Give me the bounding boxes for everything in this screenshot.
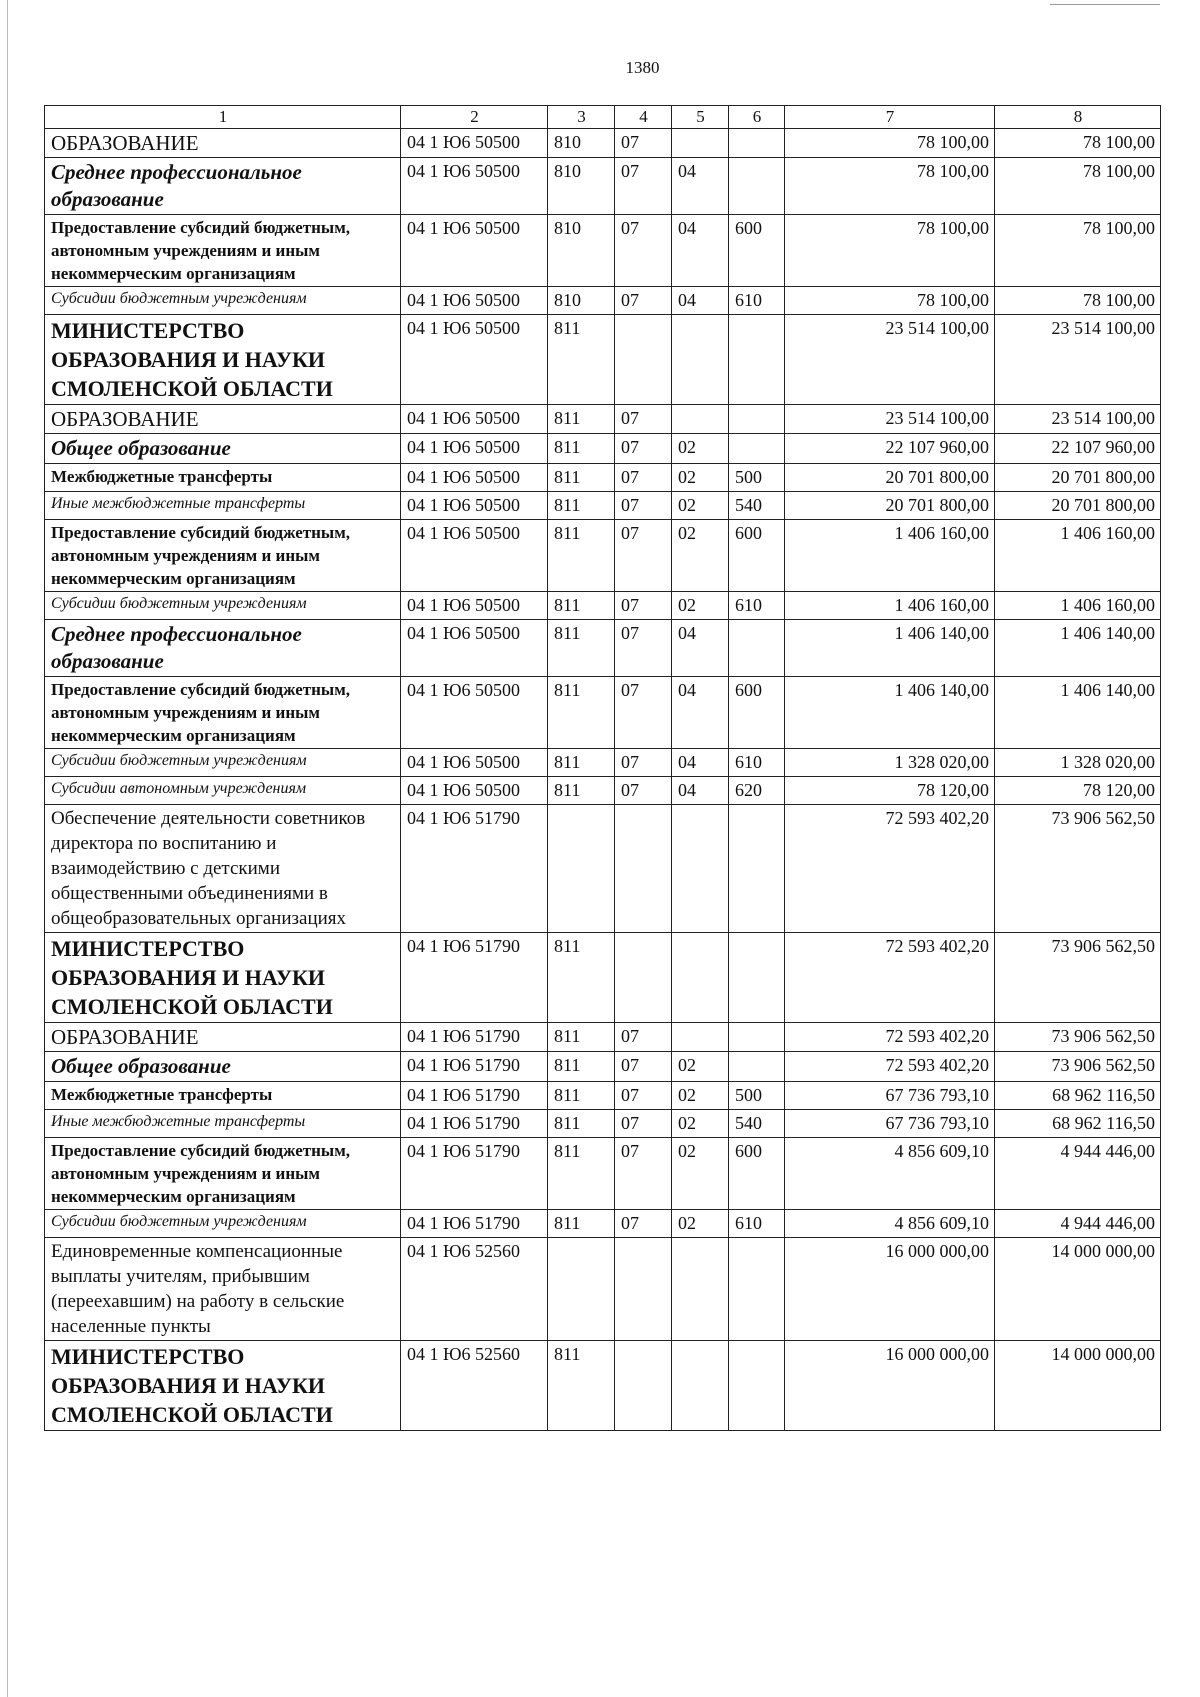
amount-year2-cell: 1 406 160,00 (995, 520, 1161, 592)
expense-type-cell (729, 405, 785, 434)
amount-year2-cell: 1 406 160,00 (995, 592, 1161, 620)
subsection-code-cell (672, 315, 729, 405)
subsection-code-cell (672, 933, 729, 1023)
expense-type-cell (729, 1023, 785, 1052)
section-code-cell: 07 (615, 434, 672, 464)
amount-year2-cell: 23 514 100,00 (995, 315, 1161, 405)
section-code-cell: 07 (615, 620, 672, 677)
subsection-code-cell: 04 (672, 777, 729, 805)
amount-year1-cell: 4 856 609,10 (785, 1210, 995, 1238)
amount-year2-cell: 4 944 446,00 (995, 1210, 1161, 1238)
section-code-cell: 07 (615, 777, 672, 805)
table-row (45, 1023, 1161, 1052)
subsection-code-cell: 02 (672, 492, 729, 520)
target-code-cell: 04 1 Ю6 51790 (401, 805, 548, 933)
department-code-cell: 811 (548, 1138, 615, 1210)
target-code-cell: 04 1 Ю6 50500 (401, 158, 548, 215)
department-code-cell: 811 (548, 677, 615, 749)
amount-year2-cell: 78 100,00 (995, 129, 1161, 158)
subsection-code-cell: 02 (672, 1082, 729, 1110)
budget-table (44, 105, 1161, 1431)
amount-year1-cell: 23 514 100,00 (785, 405, 995, 434)
amount-year1-cell: 23 514 100,00 (785, 315, 995, 405)
department-code-cell: 810 (548, 129, 615, 158)
amount-year2-cell: 78 100,00 (995, 158, 1161, 215)
target-code-cell: 04 1 Ю6 50500 (401, 777, 548, 805)
section-code-cell: 07 (615, 1052, 672, 1082)
department-code-cell: 811 (548, 1210, 615, 1238)
section-code-cell: 07 (615, 1023, 672, 1052)
expense-type-cell: 610 (729, 1210, 785, 1238)
section-code-cell: 07 (615, 158, 672, 215)
department-code-cell: 811 (548, 620, 615, 677)
amount-year2-cell: 78 100,00 (995, 287, 1161, 315)
target-code-cell: 04 1 Ю6 51790 (401, 1023, 548, 1052)
row-name-cell: Обеспечение деятельности советников директора по воспитанию и взаимодействию с детскими общественными объединениями в общеобразовательных организациях (45, 805, 401, 933)
expense-type-cell: 610 (729, 287, 785, 315)
expense-type-cell (729, 158, 785, 215)
subsection-code-cell: 04 (672, 749, 729, 777)
header-cell: 8 (995, 106, 1161, 129)
header-cell: 3 (548, 106, 615, 129)
amount-year2-cell: 73 906 562,50 (995, 933, 1161, 1023)
row-name-cell: Иные межбюджетные трансферты (45, 492, 401, 520)
expense-type-cell: 600 (729, 1138, 785, 1210)
scan-mark (1050, 4, 1160, 5)
table-row (45, 749, 1161, 777)
row-name-cell: Предоставление субсидий бюджетным, автономным учреждениям и иным некоммерческим организациям (45, 1138, 401, 1210)
department-code-cell: 811 (548, 749, 615, 777)
header-cell: 1 (45, 106, 401, 129)
amount-year1-cell: 4 856 609,10 (785, 1138, 995, 1210)
row-name-cell: Общее образование (45, 434, 401, 464)
subsection-code-cell (672, 1341, 729, 1431)
amount-year2-cell: 23 514 100,00 (995, 405, 1161, 434)
amount-year1-cell: 78 100,00 (785, 158, 995, 215)
department-code-cell: 811 (548, 933, 615, 1023)
expense-type-cell (729, 315, 785, 405)
target-code-cell: 04 1 Ю6 50500 (401, 287, 548, 315)
department-code-cell: 811 (548, 1023, 615, 1052)
subsection-code-cell: 02 (672, 1210, 729, 1238)
subsection-code-cell: 02 (672, 520, 729, 592)
table-row (45, 215, 1161, 287)
header-cell: 2 (401, 106, 548, 129)
target-code-cell: 04 1 Ю6 51790 (401, 1052, 548, 1082)
section-code-cell: 07 (615, 1138, 672, 1210)
amount-year2-cell: 78 100,00 (995, 215, 1161, 287)
department-code-cell: 811 (548, 1082, 615, 1110)
target-code-cell: 04 1 Ю6 51790 (401, 933, 548, 1023)
row-name-cell: Среднее профессиональное образование (45, 158, 401, 215)
department-code-cell: 811 (548, 1110, 615, 1138)
department-code-cell: 810 (548, 215, 615, 287)
amount-year1-cell: 1 406 160,00 (785, 520, 995, 592)
row-name-cell: ОБРАЗОВАНИЕ (45, 405, 401, 434)
section-code-cell (615, 315, 672, 405)
amount-year2-cell: 1 328 020,00 (995, 749, 1161, 777)
amount-year2-cell: 1 406 140,00 (995, 620, 1161, 677)
subsection-code-cell: 04 (672, 620, 729, 677)
row-name-cell: МИНИСТЕРСТВО ОБРАЗОВАНИЯ И НАУКИ СМОЛЕНСКОЙ ОБЛАСТИ (45, 1341, 401, 1431)
subsection-code-cell: 04 (672, 287, 729, 315)
department-code-cell: 810 (548, 158, 615, 215)
amount-year1-cell: 67 736 793,10 (785, 1110, 995, 1138)
subsection-code-cell: 04 (672, 158, 729, 215)
expense-type-cell: 610 (729, 592, 785, 620)
amount-year1-cell: 67 736 793,10 (785, 1082, 995, 1110)
target-code-cell: 04 1 Ю6 50500 (401, 129, 548, 158)
amount-year2-cell: 22 107 960,00 (995, 434, 1161, 464)
department-code-cell (548, 1238, 615, 1341)
row-name-cell: Субсидии бюджетным учреждениям (45, 1210, 401, 1238)
table-body (45, 106, 1161, 1431)
target-code-cell: 04 1 Ю6 50500 (401, 592, 548, 620)
amount-year1-cell: 72 593 402,20 (785, 805, 995, 933)
header-cell: 4 (615, 106, 672, 129)
expense-type-cell: 610 (729, 749, 785, 777)
amount-year1-cell: 1 406 140,00 (785, 677, 995, 749)
expense-type-cell (729, 1052, 785, 1082)
target-code-cell: 04 1 Ю6 50500 (401, 749, 548, 777)
amount-year1-cell: 1 328 020,00 (785, 749, 995, 777)
department-code-cell: 811 (548, 464, 615, 492)
amount-year2-cell: 68 962 116,50 (995, 1082, 1161, 1110)
subsection-code-cell (672, 129, 729, 158)
department-code-cell (548, 805, 615, 933)
subsection-code-cell: 02 (672, 434, 729, 464)
amount-year1-cell: 78 100,00 (785, 129, 995, 158)
section-code-cell (615, 805, 672, 933)
amount-year1-cell: 1 406 140,00 (785, 620, 995, 677)
expense-type-cell (729, 933, 785, 1023)
target-code-cell: 04 1 Ю6 50500 (401, 677, 548, 749)
section-code-cell: 07 (615, 215, 672, 287)
subsection-code-cell (672, 805, 729, 933)
table-row (45, 1238, 1161, 1341)
amount-year1-cell: 20 701 800,00 (785, 464, 995, 492)
department-code-cell: 811 (548, 520, 615, 592)
amount-year1-cell: 20 701 800,00 (785, 492, 995, 520)
table-row (45, 287, 1161, 315)
amount-year2-cell: 1 406 140,00 (995, 677, 1161, 749)
expense-type-cell: 600 (729, 520, 785, 592)
header-cell: 7 (785, 106, 995, 129)
row-name-cell: ОБРАЗОВАНИЕ (45, 1023, 401, 1052)
table-row (45, 1082, 1161, 1110)
section-code-cell (615, 1238, 672, 1341)
header-cell: 5 (672, 106, 729, 129)
expense-type-cell: 600 (729, 677, 785, 749)
target-code-cell: 04 1 Ю6 50500 (401, 405, 548, 434)
row-name-cell: Предоставление субсидий бюджетным, автономным учреждениям и иным некоммерческим организациям (45, 215, 401, 287)
table-row (45, 592, 1161, 620)
row-name-cell: Предоставление субсидий бюджетным, автономным учреждениям и иным некоммерческим организациям (45, 677, 401, 749)
amount-year1-cell: 78 120,00 (785, 777, 995, 805)
amount-year1-cell: 16 000 000,00 (785, 1238, 995, 1341)
department-code-cell: 811 (548, 1052, 615, 1082)
row-name-cell: ОБРАЗОВАНИЕ (45, 129, 401, 158)
target-code-cell: 04 1 Ю6 51790 (401, 1138, 548, 1210)
row-name-cell: Субсидии автономным учреждениям (45, 777, 401, 805)
subsection-code-cell: 04 (672, 215, 729, 287)
amount-year2-cell: 68 962 116,50 (995, 1110, 1161, 1138)
amount-year1-cell: 72 593 402,20 (785, 1023, 995, 1052)
table-row (45, 1341, 1161, 1431)
expense-type-cell: 600 (729, 215, 785, 287)
expense-type-cell: 620 (729, 777, 785, 805)
row-name-cell: Единовременные компенсационные выплаты учителям, прибывшим (переехавшим) на работу в сельские населенные пункты (45, 1238, 401, 1341)
amount-year1-cell: 72 593 402,20 (785, 933, 995, 1023)
target-code-cell: 04 1 Ю6 50500 (401, 520, 548, 592)
section-code-cell: 07 (615, 464, 672, 492)
target-code-cell: 04 1 Ю6 50500 (401, 434, 548, 464)
department-code-cell: 811 (548, 434, 615, 464)
section-code-cell: 07 (615, 405, 672, 434)
table-row (45, 620, 1161, 677)
subsection-code-cell: 02 (672, 464, 729, 492)
expense-type-cell: 500 (729, 1082, 785, 1110)
subsection-code-cell: 02 (672, 1052, 729, 1082)
table-row (45, 777, 1161, 805)
expense-type-cell (729, 1341, 785, 1431)
table-row (45, 129, 1161, 158)
amount-year1-cell: 16 000 000,00 (785, 1341, 995, 1431)
amount-year2-cell: 4 944 446,00 (995, 1138, 1161, 1210)
target-code-cell: 04 1 Ю6 51790 (401, 1082, 548, 1110)
amount-year2-cell: 73 906 562,50 (995, 1052, 1161, 1082)
target-code-cell: 04 1 Ю6 52560 (401, 1341, 548, 1431)
amount-year2-cell: 78 120,00 (995, 777, 1161, 805)
target-code-cell: 04 1 Ю6 51790 (401, 1210, 548, 1238)
section-code-cell: 07 (615, 1082, 672, 1110)
section-code-cell: 07 (615, 749, 672, 777)
section-code-cell: 07 (615, 1110, 672, 1138)
expense-type-cell (729, 434, 785, 464)
target-code-cell: 04 1 Ю6 50500 (401, 315, 548, 405)
amount-year2-cell: 73 906 562,50 (995, 805, 1161, 933)
row-name-cell: Предоставление субсидий бюджетным, автономным учреждениям и иным некоммерческим организациям (45, 520, 401, 592)
section-code-cell (615, 1341, 672, 1431)
page-edge-line (7, 0, 8, 1697)
expense-type-cell (729, 620, 785, 677)
page-number: 1380 (625, 58, 660, 77)
target-code-cell: 04 1 Ю6 50500 (401, 215, 548, 287)
amount-year2-cell: 20 701 800,00 (995, 492, 1161, 520)
section-code-cell: 07 (615, 1210, 672, 1238)
section-code-cell: 07 (615, 677, 672, 749)
section-code-cell: 07 (615, 492, 672, 520)
department-code-cell: 810 (548, 287, 615, 315)
subsection-code-cell: 02 (672, 1110, 729, 1138)
expense-type-cell (729, 805, 785, 933)
department-code-cell: 811 (548, 777, 615, 805)
table-row (45, 805, 1161, 933)
table-row (45, 1110, 1161, 1138)
row-name-cell: МИНИСТЕРСТВО ОБРАЗОВАНИЯ И НАУКИ СМОЛЕНСКОЙ ОБЛАСТИ (45, 315, 401, 405)
section-code-cell: 07 (615, 129, 672, 158)
table-row (45, 520, 1161, 592)
table-row (45, 1052, 1161, 1082)
expense-type-cell: 540 (729, 492, 785, 520)
table-row (45, 933, 1161, 1023)
row-name-cell: Субсидии бюджетным учреждениям (45, 287, 401, 315)
row-name-cell: Субсидии бюджетным учреждениям (45, 592, 401, 620)
expense-type-cell: 500 (729, 464, 785, 492)
section-code-cell: 07 (615, 592, 672, 620)
table-row (45, 405, 1161, 434)
row-name-cell: Среднее профессиональное образование (45, 620, 401, 677)
target-code-cell: 04 1 Ю6 50500 (401, 620, 548, 677)
subsection-code-cell (672, 405, 729, 434)
amount-year1-cell: 78 100,00 (785, 287, 995, 315)
table-row (45, 315, 1161, 405)
table-row (45, 1210, 1161, 1238)
amount-year1-cell: 78 100,00 (785, 215, 995, 287)
section-code-cell: 07 (615, 287, 672, 315)
table-row (45, 464, 1161, 492)
section-code-cell: 07 (615, 520, 672, 592)
department-code-cell: 811 (548, 315, 615, 405)
table-row (45, 434, 1161, 464)
table-row (45, 677, 1161, 749)
subsection-code-cell (672, 1023, 729, 1052)
header-cell: 6 (729, 106, 785, 129)
department-code-cell: 811 (548, 592, 615, 620)
target-code-cell: 04 1 Ю6 50500 (401, 492, 548, 520)
expense-type-cell (729, 1238, 785, 1341)
row-name-cell: Общее образование (45, 1052, 401, 1082)
subsection-code-cell: 04 (672, 677, 729, 749)
expense-type-cell (729, 129, 785, 158)
subsection-code-cell: 02 (672, 592, 729, 620)
target-code-cell: 04 1 Ю6 50500 (401, 464, 548, 492)
row-name-cell: Иные межбюджетные трансферты (45, 1110, 401, 1138)
subsection-code-cell (672, 1238, 729, 1341)
table-row (45, 158, 1161, 215)
table-header-row (45, 106, 1161, 129)
target-code-cell: 04 1 Ю6 51790 (401, 1110, 548, 1138)
table-row (45, 1138, 1161, 1210)
row-name-cell: Субсидии бюджетным учреждениям (45, 749, 401, 777)
department-code-cell: 811 (548, 1341, 615, 1431)
amount-year1-cell: 72 593 402,20 (785, 1052, 995, 1082)
subsection-code-cell: 02 (672, 1138, 729, 1210)
section-code-cell (615, 933, 672, 1023)
expense-type-cell: 540 (729, 1110, 785, 1138)
department-code-cell: 811 (548, 405, 615, 434)
amount-year2-cell: 14 000 000,00 (995, 1238, 1161, 1341)
table-row (45, 492, 1161, 520)
row-name-cell: МИНИСТЕРСТВО ОБРАЗОВАНИЯ И НАУКИ СМОЛЕНСКОЙ ОБЛАСТИ (45, 933, 401, 1023)
target-code-cell: 04 1 Ю6 52560 (401, 1238, 548, 1341)
row-name-cell: Межбюджетные трансферты (45, 464, 401, 492)
department-code-cell: 811 (548, 492, 615, 520)
row-name-cell: Межбюджетные трансферты (45, 1082, 401, 1110)
amount-year2-cell: 14 000 000,00 (995, 1341, 1161, 1431)
amount-year2-cell: 73 906 562,50 (995, 1023, 1161, 1052)
amount-year1-cell: 22 107 960,00 (785, 434, 995, 464)
amount-year2-cell: 20 701 800,00 (995, 464, 1161, 492)
amount-year1-cell: 1 406 160,00 (785, 592, 995, 620)
